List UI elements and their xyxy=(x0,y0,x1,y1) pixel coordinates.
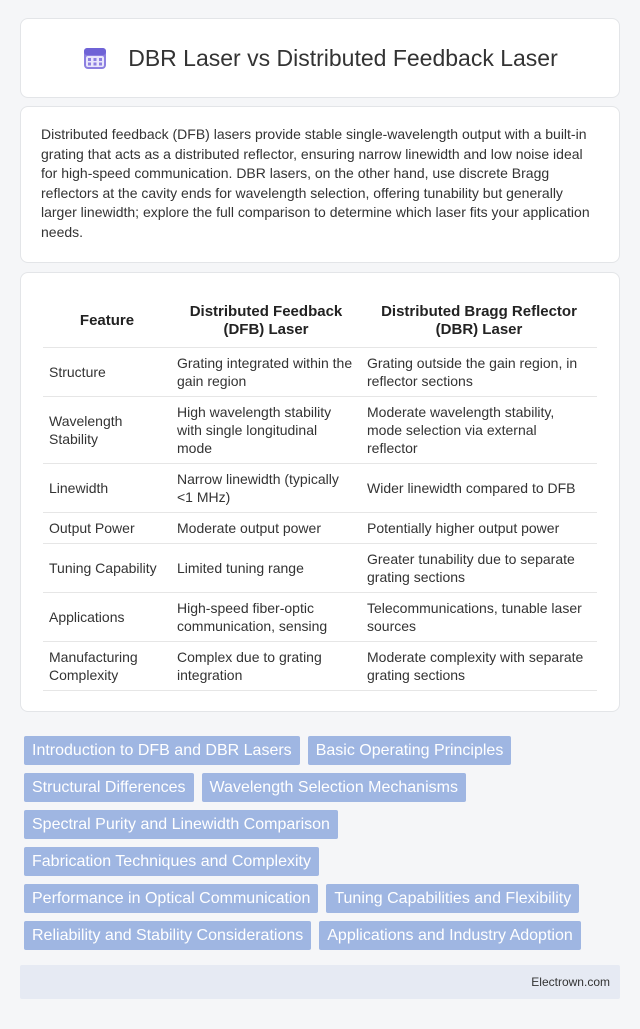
topic-tags xyxy=(24,736,604,958)
header-card xyxy=(20,18,620,98)
topic-tag[interactable]: Applications and Industry Adoption xyxy=(319,921,581,950)
table-cell: Output Power xyxy=(43,512,171,543)
footer xyxy=(20,965,620,999)
table-cell: Wavelength Stability xyxy=(43,396,171,463)
table-row xyxy=(43,592,597,641)
table-row xyxy=(43,543,597,592)
header-dfb: Distributed Feedback (DFB) Laser xyxy=(189,302,343,339)
table-row xyxy=(43,512,597,543)
table-cell: Grating integrated within the gain region xyxy=(171,347,361,396)
topic-tag[interactable]: Tuning Capabilities and Flexibility xyxy=(326,884,579,913)
topic-tag[interactable]: Wavelength Selection Mechanisms xyxy=(202,773,466,802)
table-cell: Moderate output power xyxy=(171,512,361,543)
table-row xyxy=(43,396,597,463)
footer-site-link[interactable]: Electrown.com xyxy=(531,975,610,989)
table-cell: Moderate complexity with separate grating sections xyxy=(361,641,597,690)
topic-tag[interactable]: Performance in Optical Communication xyxy=(24,884,318,913)
topic-tag[interactable]: Spectral Purity and Linewidth Comparison xyxy=(24,810,338,839)
header-feature: Feature xyxy=(79,312,135,329)
calendar-icon xyxy=(82,45,108,71)
tag-row xyxy=(24,773,604,802)
table-cell: Telecommunications, tunable laser sources xyxy=(361,592,597,641)
table-header-row xyxy=(43,296,597,347)
header-dbr: Distributed Bragg Reflector (DBR) Laser xyxy=(381,302,577,339)
tag-row xyxy=(24,921,604,950)
comparison-card xyxy=(20,272,620,712)
table-row xyxy=(43,641,597,690)
comparison-table xyxy=(43,296,597,691)
table-cell: High wavelength stability with single longitudinal mode xyxy=(171,396,361,463)
table-cell: Manufacturing Complexity xyxy=(43,641,171,690)
table-cell: Grating outside the gain region, in reflector sections xyxy=(361,347,597,396)
intro-text: Distributed feedback (DFB) lasers provide stable single-wavelength output with a built-in grating that acts as a distributed reflector, ensuring narrow linewidth and low noise ideal for high-speed communication. DBR lasers, on the other hand, use discrete Bragg reflectors at the cavity ends for wavelength selection, offering tunability but generally larger linewidth; explore the full comparison to determine which laser fits your application needs. xyxy=(41,126,590,240)
intro-card xyxy=(20,106,620,263)
topic-tag[interactable]: Structural Differences xyxy=(24,773,194,802)
table-cell: Tuning Capability xyxy=(43,543,171,592)
tag-row xyxy=(24,736,604,765)
table-cell: Narrow linewidth (typically <1 MHz) xyxy=(171,463,361,512)
tag-row xyxy=(24,847,604,876)
table-cell: Moderate wavelength stability, mode selection via external reflector xyxy=(361,396,597,463)
title-wrap xyxy=(82,45,558,72)
tag-row xyxy=(24,810,604,839)
page-title: DBR Laser vs Distributed Feedback Laser xyxy=(128,44,558,71)
table-row xyxy=(43,347,597,396)
topic-tag[interactable]: Introduction to DFB and DBR Lasers xyxy=(24,736,300,765)
table-cell: Potentially higher output power xyxy=(361,512,597,543)
table-cell: Wider linewidth compared to DFB xyxy=(361,463,597,512)
topic-tag[interactable]: Fabrication Techniques and Complexity xyxy=(24,847,319,876)
table-cell: Structure xyxy=(43,347,171,396)
table-cell: Greater tunability due to separate grating sections xyxy=(361,543,597,592)
table-cell: Applications xyxy=(43,592,171,641)
table-row xyxy=(43,463,597,512)
table-cell: High-speed fiber-optic communication, sensing xyxy=(171,592,361,641)
table-cell: Complex due to grating integration xyxy=(171,641,361,690)
tag-row xyxy=(24,884,604,913)
table-cell: Limited tuning range xyxy=(171,543,361,592)
topic-tag[interactable]: Reliability and Stability Considerations xyxy=(24,921,311,950)
topic-tag[interactable]: Basic Operating Principles xyxy=(308,736,512,765)
table-cell: Linewidth xyxy=(43,463,171,512)
